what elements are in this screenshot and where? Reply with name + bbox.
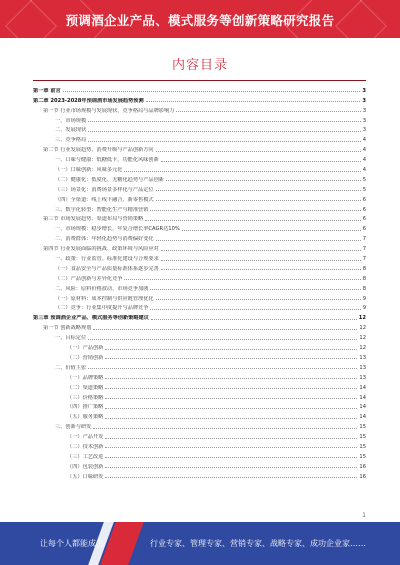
toc-entry[interactable] <box>33 94 366 104</box>
toc-entry-page: 4 <box>362 167 366 174</box>
toc-entry-label: 第二章 2023-2028年预调酒市场发展趋势预测 <box>33 97 144 104</box>
toc-entry-label: 一、市场规模 <box>55 117 87 124</box>
toc-entry-page: 4 <box>362 147 366 154</box>
toc-entry[interactable] <box>33 262 366 272</box>
toc-entry-label: 第一节 创新战略规划 <box>43 325 92 332</box>
toc-entry-page: 3 <box>362 87 366 94</box>
toc-leader-dots <box>93 428 357 429</box>
toc-entry[interactable] <box>33 302 366 312</box>
toc-entry-label: 三、竞争格局 <box>55 137 87 144</box>
toc-entry-page: 12 <box>359 335 366 342</box>
toc-entry-page: 14 <box>359 404 366 411</box>
toc-entry[interactable] <box>33 391 366 401</box>
toc-leader-dots <box>124 171 360 172</box>
toc-leader-dots <box>176 111 360 112</box>
toc-entry-page: 13 <box>359 364 366 371</box>
toc-leader-dots <box>161 250 361 251</box>
toc-entry-page: 15 <box>359 453 366 460</box>
toc-leader-dots <box>156 299 361 300</box>
toc-entry-page: 7 <box>362 236 366 243</box>
toc-entry-label: （四）包装创新 <box>67 463 104 470</box>
toc-entry-label: （二）竞争：行业集中度提升与品牌竞争 <box>55 305 149 312</box>
toc-leader-dots <box>182 230 361 231</box>
toc-entry-page: 9 <box>362 295 366 302</box>
toc-leader-dots <box>63 91 361 92</box>
toc-leader-dots <box>166 180 361 181</box>
toc-entry-label: （五）口味研发 <box>67 473 104 480</box>
toc-leader-dots <box>145 220 360 221</box>
toc-entry-page: 3 <box>362 127 366 134</box>
toc-entry[interactable] <box>33 381 366 391</box>
toc-entry-label: 二、价值主张 <box>55 364 87 371</box>
toc-entry-label: 第三节 市场发展趋势、渠道布局与营销策略 <box>43 216 144 223</box>
toc-entry-page: 12 <box>359 345 366 352</box>
toc-entry[interactable] <box>33 401 366 411</box>
toc-entry[interactable] <box>33 104 366 114</box>
toc-entry-label: 第三章 预调酒企业产品、模式服务等创新策略建议 <box>33 315 149 322</box>
toc-entry[interactable] <box>33 173 366 183</box>
toc-entry[interactable] <box>33 292 366 302</box>
toc-leader-dots <box>88 121 361 122</box>
toc-entry-label: （四）全渠道：线上线下融合，新零售模式 <box>55 196 154 203</box>
toc-entry-page: 7 <box>362 256 366 263</box>
toc-entry-page: 3 <box>362 107 366 114</box>
toc-leader-dots <box>88 131 361 132</box>
toc-entry[interactable] <box>33 133 366 143</box>
toc-entry-label: （一）产品开发 <box>67 434 104 441</box>
toc-entry-page: 15 <box>359 434 366 441</box>
toc-leader-dots <box>88 368 357 369</box>
toc-entry[interactable] <box>33 143 366 153</box>
toc-entry[interactable] <box>33 460 366 470</box>
toc-entry-label: （一）品牌策略 <box>67 374 104 381</box>
toc-entry[interactable] <box>33 124 366 134</box>
toc-entry-page: 7 <box>362 246 366 253</box>
toc-entry[interactable] <box>33 361 366 371</box>
toc-entry-label: 二、消费群体：年轻化趋势与消费偏好变化 <box>55 236 154 243</box>
toc-leader-dots <box>93 329 357 330</box>
toc-leader-dots <box>105 477 357 478</box>
toc-entry-label: 第二节 行业发展趋势、消费升级与产品创新方向 <box>43 147 154 154</box>
toc-leader-dots <box>156 200 361 201</box>
toc-entry-label: （一）食品安全与产品质量标准体系逐步完善 <box>55 265 159 272</box>
toc-leader-dots <box>105 467 357 468</box>
toc-entry[interactable] <box>33 331 366 341</box>
toc-entry[interactable] <box>33 440 366 450</box>
toc-entry-label: 第一节 行业市场规模与发展现状、竞争格局与品牌影响力 <box>43 107 175 114</box>
toc-entry-page: 12 <box>358 315 366 322</box>
page-number: 1 <box>362 512 366 519</box>
toc-entry[interactable] <box>33 252 366 262</box>
toc-entry[interactable] <box>33 232 366 242</box>
toc-entry-label: （二）渠道策略 <box>67 384 104 391</box>
toc-leader-dots <box>105 457 357 458</box>
toc-top-rule <box>33 80 366 81</box>
report-header <box>0 0 400 38</box>
toc-entry-label: 第四节 行业发展面临的挑战、政策环境与风险应对 <box>43 246 159 253</box>
toc-leader-dots <box>88 339 357 340</box>
toc-leader-dots <box>105 349 357 350</box>
toc-entry[interactable] <box>33 242 366 252</box>
toc-entry[interactable] <box>33 351 366 361</box>
toc-leader-dots <box>124 279 360 280</box>
toc-entry[interactable] <box>33 410 366 420</box>
toc-leader-dots <box>161 161 361 162</box>
toc-entry[interactable] <box>33 311 366 321</box>
toc-entry-label: 一、目标定位 <box>55 335 87 342</box>
toc-leader-dots <box>105 388 357 389</box>
toc-entry-label: （三）价格策略 <box>67 394 104 401</box>
toc-entry-page: 14 <box>359 384 366 391</box>
toc-entry-page: 3 <box>362 97 366 104</box>
toc-entry-label: 一、政策：行业监管、标准化建设与合规要求 <box>55 256 159 263</box>
toc-entry[interactable] <box>33 450 366 460</box>
footer-slogan-left: 让每个人都能成为 <box>40 539 104 548</box>
toc-entry-page: 13 <box>359 374 366 381</box>
toc-entry[interactable] <box>33 321 366 331</box>
toc-leader-dots <box>105 447 357 448</box>
toc-title: 内容目录 <box>171 58 228 73</box>
toc-entry[interactable] <box>33 272 366 282</box>
toc-entry-label: （四）推广策略 <box>67 404 104 411</box>
toc-entry-page: 6 <box>362 196 366 203</box>
toc-entry[interactable] <box>33 371 366 381</box>
toc-entry-page: 14 <box>359 414 366 421</box>
footer-slogan-right: 行业专家、管理专家、营销专家、战略专家、成功企业家…… <box>150 539 366 548</box>
toc-entry[interactable] <box>33 222 366 232</box>
toc-leader-dots <box>161 260 361 261</box>
toc-leader-dots <box>105 418 357 419</box>
toc-entry-page: 8 <box>362 285 366 292</box>
toc-entry-page: 8 <box>362 265 366 272</box>
toc-entry-label: （二）产品创新与差异化竞争 <box>55 275 123 282</box>
toc-entry-label: （二）营销创新 <box>67 354 104 361</box>
toc-entry-label: 三、创新与研发 <box>55 424 92 431</box>
toc-leader-dots <box>156 151 361 152</box>
toc-entry-label: （三）工艺改进 <box>67 453 104 460</box>
toc-entry-page: 9 <box>362 305 366 312</box>
toc-entry[interactable] <box>33 213 366 223</box>
toc-entry-label: （五）服务策略 <box>67 414 104 421</box>
toc-entry-label: （一）原材料：成本控制与供应链管理优化 <box>55 295 154 302</box>
toc-entry-page: 6 <box>362 216 366 223</box>
toc-leader-dots <box>151 319 357 320</box>
toc-entry[interactable] <box>33 282 366 292</box>
toc-entry-page: 3 <box>362 117 366 124</box>
toc-entry-page: 13 <box>359 354 366 361</box>
toc-entry-label: （三）场景化：消费场景多样化与产品定位 <box>55 186 154 193</box>
toc-entry-label: （一）口味创新：风味多元化 <box>55 167 123 174</box>
toc-entry-page: 6 <box>362 226 366 233</box>
toc-entry-page: 5 <box>362 176 366 183</box>
toc-entry-label: （一）产品创新 <box>67 345 104 352</box>
toc-leader-dots <box>105 438 357 439</box>
toc-leader-dots <box>161 269 361 270</box>
toc-entry-page: 4 <box>362 137 366 144</box>
toc-entry-label: 三、数字化转型：智能化生产与精准营销 <box>55 206 149 213</box>
toc-entry-page: 5 <box>362 186 366 193</box>
toc-entry-label: 一、市场规模：稳步增长，年复合增长率CAGR达10% <box>55 226 180 233</box>
toc-entry-label: 二、风险：原料价格波动、市场竞争加剧 <box>55 285 149 292</box>
toc-leader-dots <box>150 289 360 290</box>
toc-leader-dots <box>150 309 360 310</box>
toc-leader-dots <box>156 190 361 191</box>
toc-entry-label: （二）技术创新 <box>67 443 104 450</box>
toc-entry[interactable] <box>33 430 366 440</box>
toc-leader-dots <box>146 101 361 102</box>
toc-entry-label: 一、口味与健康：低糖低卡，功能化风味创新 <box>55 157 159 164</box>
toc-leader-dots <box>156 240 361 241</box>
toc-entry[interactable] <box>33 420 366 430</box>
toc-leader-dots <box>150 210 360 211</box>
report-footer <box>0 522 400 565</box>
toc-leader-dots <box>105 398 357 399</box>
toc-entry-page: 16 <box>359 473 366 480</box>
table-of-contents <box>33 84 366 480</box>
toc-entry-page: 6 <box>362 206 366 213</box>
toc-leader-dots <box>105 408 357 409</box>
report-title: 预调酒企业产品、模式服务等创新策略研究报告 <box>65 13 335 28</box>
toc-entry-page: 12 <box>359 325 366 332</box>
toc-entry[interactable] <box>33 84 366 94</box>
toc-entry[interactable] <box>33 153 366 163</box>
toc-entry[interactable] <box>33 341 366 351</box>
toc-entry-page: 15 <box>359 443 366 450</box>
toc-leader-dots <box>88 141 361 142</box>
toc-leader-dots <box>105 378 357 379</box>
toc-entry-label: 二、发展现状 <box>55 127 87 134</box>
toc-entry-page: 16 <box>359 463 366 470</box>
toc-entry-page: 14 <box>359 394 366 401</box>
toc-entry[interactable] <box>33 193 366 203</box>
toc-entry-page: 8 <box>362 275 366 282</box>
toc-entry[interactable] <box>33 114 366 124</box>
toc-entry[interactable] <box>33 183 366 193</box>
toc-entry[interactable] <box>33 163 366 173</box>
toc-entry-label: 第一章 前言 <box>33 87 61 94</box>
toc-entry[interactable] <box>33 203 366 213</box>
toc-entry-label: （二）健康化：低度化、无糖化趋势与产品创新 <box>55 176 164 183</box>
toc-leader-dots <box>105 358 357 359</box>
toc-entry[interactable] <box>33 470 366 480</box>
toc-entry-page: 15 <box>359 424 366 431</box>
toc-entry-page: 4 <box>362 157 366 164</box>
